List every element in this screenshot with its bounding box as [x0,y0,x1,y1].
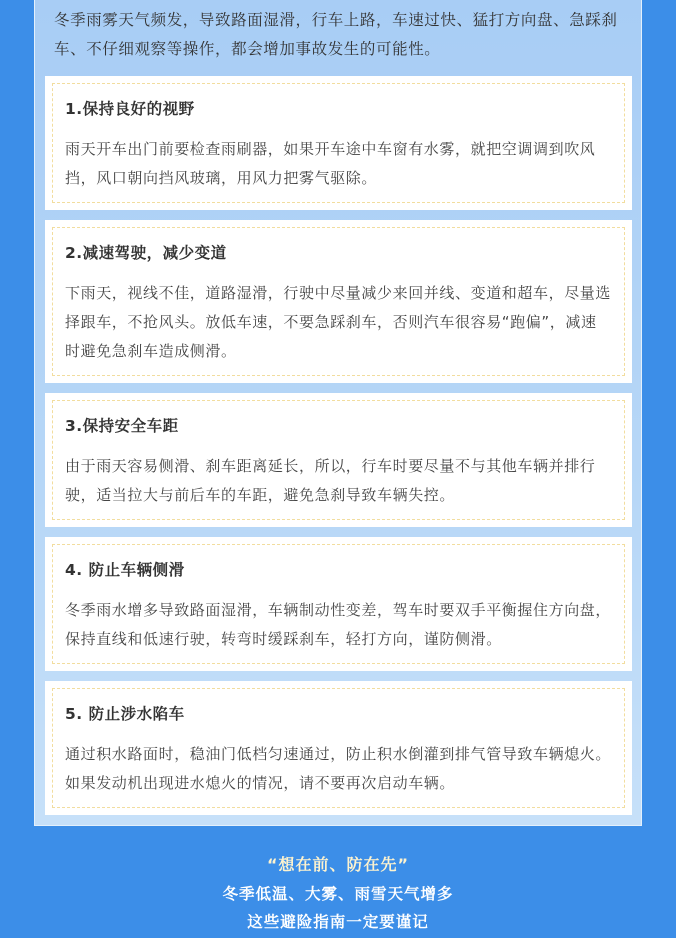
tip-card-frame [52,688,625,808]
tip-card-safe-distance [45,393,632,527]
tip-title: 2.减速驾驶，减少变道 [65,244,227,262]
tip-title: 3.保持安全车距 [65,417,179,435]
intro-paragraph: 冬季雨雾天气频发，导致路面湿滑，行车上路，车速过快、猛打方向盘、急踩刹车、不仔细观察等操作，都会增加事故发生的可能性。 [54,11,618,58]
tip-card-prevent-skid [45,537,632,671]
tip-title: 5. 防止涉水陷车 [65,705,185,723]
tip-text: 下雨天，视线不佳，道路湿滑，行驶中尽量减少来回并线、变道和超车，尽量选择跟车，不抢风头。放低车速，不要急踩刹车，否则汽车很容易“跑偏”，减速时避免急刹车造成侧滑。 [65,284,612,360]
footer-line-2: 这些避险指南一定要谨记 [247,913,429,931]
footer-slogan: “想在前、防在先” [266,855,410,874]
tip-card-frame [52,83,625,203]
tip-text: 冬季雨水增多导致路面湿滑，车辆制动性变差，驾车时要双手平衡握住方向盘，保持直线和低速行驶，转弯时缓踩刹车，轻打方向，谨防侧滑。 [65,601,612,648]
tip-card-water-stall [45,681,632,815]
tip-card-slow-down [45,220,632,383]
tip-card-visibility [45,76,632,210]
tip-card-frame [52,227,625,376]
tip-text: 由于雨天容易侧滑、刹车距离延长，所以，行车时要尽量不与其他车辆并排行驶，适当拉大与前后车的车距，避免急刹导致车辆失控。 [65,457,596,504]
tip-card-frame [52,400,625,520]
tip-text: 雨天开车出门前要检查雨刷器，如果开车途中车窗有水雾，就把空调调到吹风挡，风口朝向挡风玻璃，用风力把雾气驱除。 [65,140,596,187]
tip-card-frame [52,544,625,664]
footer-line-1: 冬季低温、大雾、雨雪天气增多 [222,885,454,903]
tip-text: 通过积水路面时，稳油门低档匀速通过，防止积水倒灌到排气管导致车辆熄火。如果发动机出现进水熄火的情况，请不要再次启动车辆。 [65,745,612,792]
tip-title: 1.保持良好的视野 [65,100,195,118]
tip-title: 4. 防止车辆侧滑 [65,561,185,579]
